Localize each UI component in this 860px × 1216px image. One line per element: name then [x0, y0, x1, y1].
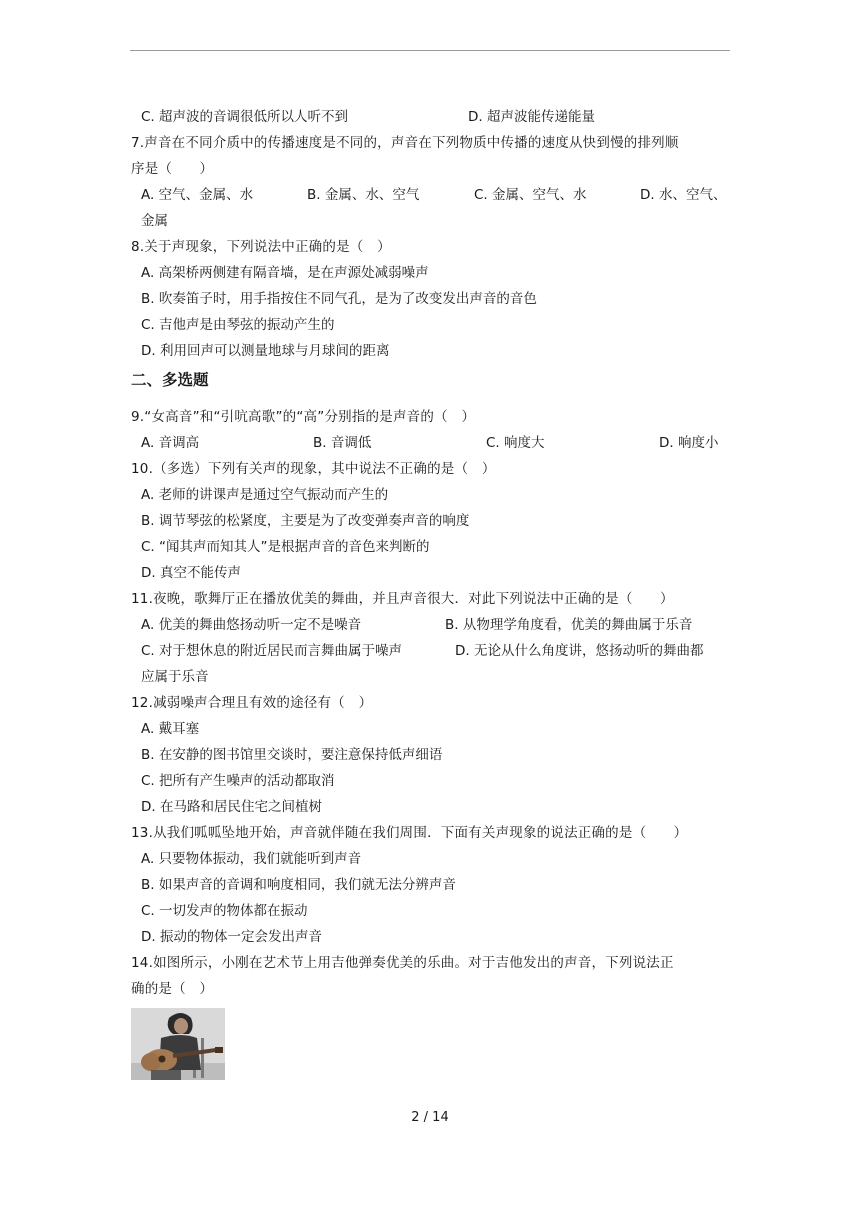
q8-stem: 8.关于声现象，下列说法中正确的是（ ）: [131, 239, 391, 255]
q7-option-c: C. 金属、空气、水: [474, 187, 587, 203]
q7-stem-cont: 序是（ ）: [131, 161, 214, 177]
q11-option-b: B. 从物理学角度看，优美的舞曲属于乐音: [445, 617, 693, 633]
q12-option-a: A. 戴耳塞: [141, 721, 200, 737]
q10-option-c: C. “闻其声而知其人”是根据声音的音色来判断的: [141, 539, 430, 555]
q11-option-d-cont: 应属于乐音: [141, 669, 209, 685]
q9-option-a: A. 音调高: [141, 435, 200, 451]
q10-option-a: A. 老师的讲课声是通过空气振动而产生的: [141, 487, 389, 503]
q7-option-d-cont: 金属: [141, 213, 168, 229]
q13-option-c: C. 一切发声的物体都在振动: [141, 903, 308, 919]
q8-option-b: B. 吹奏笛子时，用手指按住不同气孔，是为了改变发出声音的音色: [141, 291, 537, 307]
q8-option-a: A. 高架桥两侧建有隔音墙，是在声源处减弱噪声: [141, 265, 429, 281]
q11-option-c: C. 对于想休息的附近居民而言舞曲属于噪声: [141, 643, 403, 659]
q12-option-c: C. 把所有产生噪声的活动都取消: [141, 773, 335, 789]
q9-option-d: D. 响度小: [659, 435, 719, 451]
q10-option-d: D. 真空不能传声: [141, 565, 241, 581]
q14-stem-cont: 确的是（ ）: [131, 981, 214, 997]
page-number: 2 / 14: [411, 1110, 449, 1125]
q12-stem: 12.减弱噪声合理且有效的途径有（ ）: [131, 695, 373, 711]
q9-option-b: B. 音调低: [313, 435, 372, 451]
q12-option-d: D. 在马路和居民住宅之间植树: [141, 799, 322, 815]
q13-option-d: D. 振动的物体一定会发出声音: [141, 929, 322, 945]
q14-stem: 14.如图所示，小刚在艺术节上用吉他弹奏优美的乐曲。对于吉他发出的声音，下列说法正: [131, 955, 674, 971]
q10-stem: 10.（多选）下列有关声的现象，其中说法不正确的是（ ）: [131, 461, 496, 477]
q11-option-d: D. 无论从什么角度讲，悠扬动听的舞曲都: [455, 643, 704, 659]
q7-option-b: B. 金属、水、空气: [307, 187, 420, 203]
q11-stem: 11.夜晚，歌舞厅正在播放优美的舞曲，并且声音很大．对此下列说法中正确的是（ ）: [131, 591, 674, 607]
q7-stem: 7.声音在不同介质中的传播速度是不同的，声音在下列物质中传播的速度从快到慢的排列顺: [131, 135, 679, 151]
q9-stem: 9.“女高音”和“引吭高歌”的“高”分别指的是声音的（ ）: [131, 409, 476, 425]
q13-stem: 13.从我们呱呱坠地开始，声音就伴随在我们周围．下面有关声现象的说法正确的是（ ）: [131, 825, 688, 841]
q9-option-c: C. 响度大: [486, 435, 545, 451]
q6-option-c: C. 超声波的音调很低所以人听不到: [141, 109, 349, 125]
q12-option-b: B. 在安静的图书馆里交谈时，要注意保持低声细语: [141, 747, 443, 763]
q13-option-a: A. 只要物体振动，我们就能听到声音: [141, 851, 362, 867]
q10-option-b: B. 调节琴弦的松紧度，主要是为了改变弹奏声音的响度: [141, 513, 470, 529]
q7-option-a: A. 空气、金属、水: [141, 187, 254, 203]
q7-option-d: D. 水、空气、: [640, 187, 727, 203]
section-heading: 二、多选题: [131, 371, 209, 389]
q6-option-d: D. 超声波能传递能量: [468, 109, 595, 125]
q13-option-b: B. 如果声音的音调和响度相同，我们就无法分辨声音: [141, 877, 456, 893]
q8-option-c: C. 吉他声是由琴弦的振动产生的: [141, 317, 335, 333]
guitar-player-photo: [131, 1008, 225, 1080]
q8-option-d: D. 利用回声可以测量地球与月球间的距离: [141, 343, 390, 359]
q11-option-a: A. 优美的舞曲悠扬动听一定不是噪音: [141, 617, 362, 633]
header-rule: [130, 50, 730, 51]
